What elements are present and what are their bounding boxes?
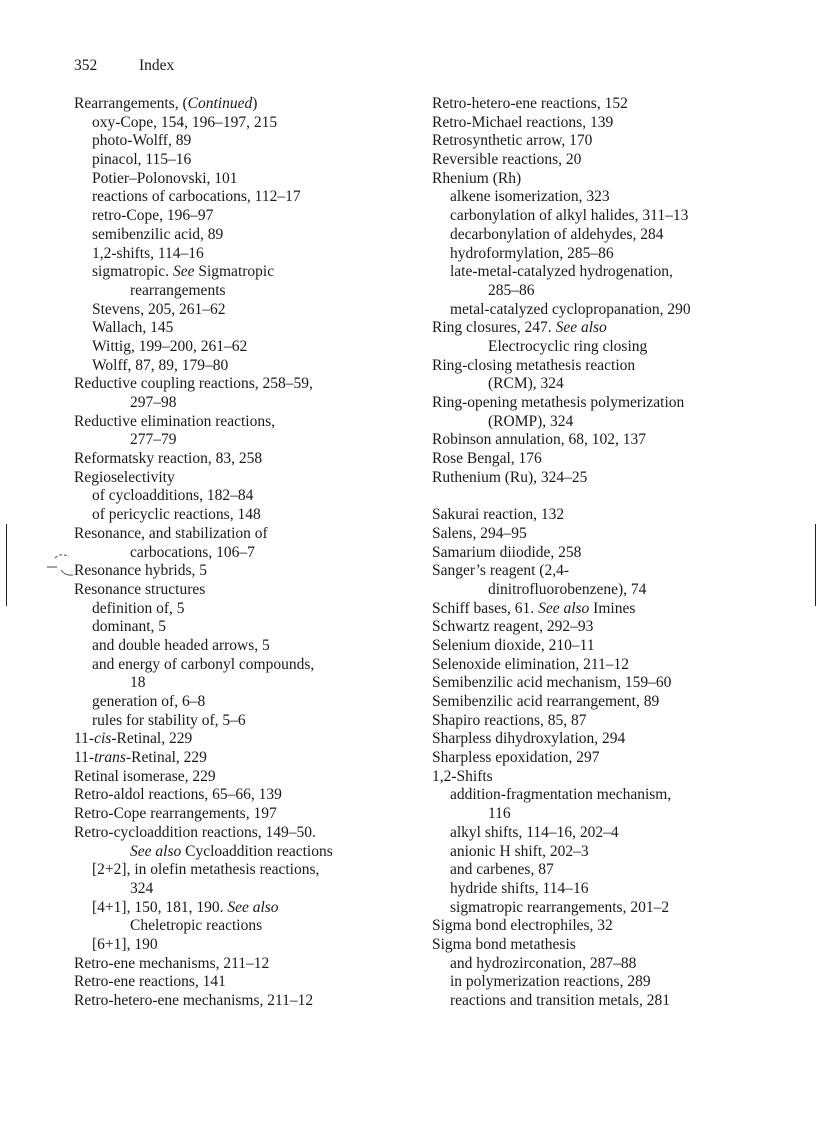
- index-entry: Ring-closing metathesis reaction: [432, 356, 636, 374]
- index-subentry: Potier–Polonovski, 101: [92, 169, 238, 187]
- index-entry: Ring closures, 247. See also: [432, 319, 607, 337]
- index-entry: Retro-aldol reactions, 65–66, 139: [74, 786, 282, 804]
- index-entry: 11-cis-Retinal, 229: [74, 730, 193, 748]
- index-entry: Sharpless epoxidation, 297: [432, 749, 600, 767]
- index-subentry: 277–79: [130, 431, 177, 449]
- index-subentry: anionic H shift, 202–3: [450, 842, 589, 860]
- index-subentry: (ROMP), 324: [488, 412, 574, 430]
- index-entry: Resonance hybrids, 5: [74, 562, 208, 580]
- index-subentry: alkyl shifts, 114–16, 202–4: [450, 823, 619, 841]
- index-subentry: and energy of carbonyl compounds,: [92, 655, 315, 673]
- index-entry: Sanger’s reagent (2,4-: [432, 562, 570, 580]
- index-subentry: 324: [130, 879, 154, 897]
- section-gap: [432, 487, 792, 506]
- index-subentry: in polymerization reactions, 289: [450, 973, 651, 991]
- index-subentry: hydroformylation, 285–86: [450, 244, 614, 262]
- index-subentry: reactions of carbocations, 112–17: [92, 188, 301, 206]
- index-subentry: Wallach, 145: [92, 319, 174, 337]
- index-subentry: of pericyclic reactions, 148: [92, 506, 261, 524]
- index-column-left: [74, 95, 414, 1011]
- index-subentry: Electrocyclic ring closing: [488, 337, 648, 355]
- index-subentry: dinitrofluorobenzene), 74: [488, 580, 647, 598]
- index-entry: Sigma bond electrophiles, 32: [432, 917, 613, 935]
- index-subentry: 1,2-shifts, 114–16: [92, 244, 204, 262]
- index-subentry: Wittig, 199–200, 261–62: [92, 337, 248, 355]
- index-entry: Ruthenium (Ru), 324–25: [432, 468, 588, 486]
- index-entry: Retro-hetero-ene reactions, 152: [432, 95, 628, 112]
- index-entry: Retro-ene reactions, 141: [74, 973, 226, 991]
- index-entry: 11-trans-Retinal, 229: [74, 749, 207, 767]
- index-entry: Sakurai reaction, 132: [432, 506, 565, 524]
- index-entry: Retrosynthetic arrow, 170: [432, 132, 593, 150]
- index-entry: Reversible reactions, 20: [432, 151, 582, 169]
- index-subentry: retro-Cope, 196–97: [92, 207, 214, 225]
- index-subentry: definition of, 5: [92, 599, 185, 617]
- index-entry: Selenium dioxide, 210–11: [432, 636, 595, 654]
- index-entry: Salens, 294–95: [432, 524, 527, 542]
- index-subentry: generation of, 6–8: [92, 693, 206, 710]
- index-subentry: [6+1], 190: [92, 935, 158, 953]
- index-subentry: rules for stability of, 5–6: [92, 711, 246, 729]
- index-subentry: carbocations, 106–7: [130, 543, 255, 561]
- margin-mark: [47, 553, 81, 583]
- index-subentry: Stevens, 205, 261–62: [92, 300, 226, 318]
- index-subentry: Wolff, 87, 89, 179–80: [92, 356, 229, 374]
- index-entry: Sharpless dihydroxylation, 294: [432, 730, 626, 748]
- index-entry: Shapiro reactions, 85, 87: [432, 711, 587, 729]
- index-subentry: 18: [130, 674, 146, 692]
- index-subentry: 285–86: [488, 281, 535, 299]
- index-entry: Reformatsky reaction, 83, 258: [74, 450, 263, 468]
- index-entry: 1,2-Shifts: [432, 767, 493, 785]
- scan-edge-left: [6, 524, 7, 606]
- index-entry: Schwartz reagent, 292–93: [432, 618, 594, 636]
- index-column-right: [432, 95, 792, 1011]
- page-number: 352: [74, 57, 98, 74]
- index-entry: Retro-cycloaddition reactions, 149–50.: [74, 823, 316, 841]
- page-header: [74, 57, 174, 75]
- index-entry: Schiff bases, 61. See also Imines: [432, 599, 636, 617]
- index-subentry: oxy-Cope, 154, 196–197, 215: [92, 113, 278, 131]
- index-subentry: 297–98: [130, 394, 177, 411]
- index-subentry: and double headed arrows, 5: [92, 636, 270, 654]
- index-subentry: carbonylation of alkyl halides, 311–13: [450, 207, 689, 225]
- index-subentry: photo-Wolff, 89: [92, 132, 192, 150]
- index-entry: Retro-Cope rearrangements, 197: [74, 805, 277, 823]
- index-entry: Resonance structures: [74, 580, 206, 598]
- index-subentry: late-metal-catalyzed hydrogenation,: [450, 263, 673, 281]
- index-subentry: sigmatropic rearrangements, 201–2: [450, 898, 670, 916]
- index-subentry: alkene isomerization, 323: [450, 188, 610, 206]
- index-entry: Rearrangements, (Continued): [74, 95, 258, 112]
- index-subentry: metal-catalyzed cyclopropanation, 290: [450, 300, 691, 318]
- index-subentry: and carbenes, 87: [450, 861, 554, 879]
- index-entry: Sigma bond metathesis: [432, 935, 576, 953]
- index-subentry: sigmatropic. See Sigmatropic: [92, 263, 275, 281]
- index-subentry: decarbonylation of aldehydes, 284: [450, 225, 664, 243]
- index-subentry: dominant, 5: [92, 618, 167, 636]
- index-entry: Retinal isomerase, 229: [74, 767, 216, 785]
- index-entry: Rhenium (Rh): [432, 169, 522, 187]
- index-subentry: addition-fragmentation mechanism,: [450, 786, 672, 804]
- index-subentry: (RCM), 324: [488, 375, 564, 393]
- index-subentry: Cheletropic reactions: [130, 917, 263, 935]
- index-entry: Samarium diiodide, 258: [432, 543, 582, 561]
- index-subentry: 116: [488, 805, 511, 823]
- index-entry: Selenoxide elimination, 211–12: [432, 655, 630, 673]
- index-subentry: reactions and transition metals, 281: [450, 992, 670, 1009]
- running-title: Index: [139, 57, 175, 74]
- index-subentry: See also Cycloaddition reactions: [130, 842, 333, 860]
- index-entry: Rose Bengal, 176: [432, 450, 542, 468]
- index-entry: Reductive elimination reactions,: [74, 412, 276, 430]
- index-entry: Retro-hetero-ene mechanisms, 211–12: [74, 992, 314, 1009]
- index-entry: Retro-ene mechanisms, 211–12: [74, 954, 270, 972]
- index-subentry: [4+1], 150, 181, 190. See also: [92, 898, 279, 916]
- index-entry: Reductive coupling reactions, 258–59,: [74, 375, 313, 393]
- index-subentry: semibenzilic acid, 89: [92, 225, 224, 243]
- index-entry: Retro-Michael reactions, 139: [432, 113, 614, 131]
- index-subentry: [2+2], in olefin metathesis reactions,: [92, 861, 320, 879]
- index-subentry: of cycloadditions, 182–84: [92, 487, 254, 505]
- index-entry: Semibenzilic acid rearrangement, 89: [432, 693, 660, 710]
- index-subentry: hydride shifts, 114–16: [450, 879, 589, 897]
- index-subentry: and hydrozirconation, 287–88: [450, 954, 637, 972]
- index-entry: Ring-opening metathesis polymerization: [432, 394, 685, 411]
- index-entry: Robinson annulation, 68, 102, 137: [432, 431, 646, 449]
- index-entry: Regioselectivity: [74, 468, 175, 486]
- index-entry: Semibenzilic acid mechanism, 159–60: [432, 674, 672, 692]
- index-subentry: pinacol, 115–16: [92, 151, 192, 169]
- index-subentry: rearrangements: [130, 281, 226, 299]
- index-entry: Resonance, and stabilization of: [74, 524, 268, 542]
